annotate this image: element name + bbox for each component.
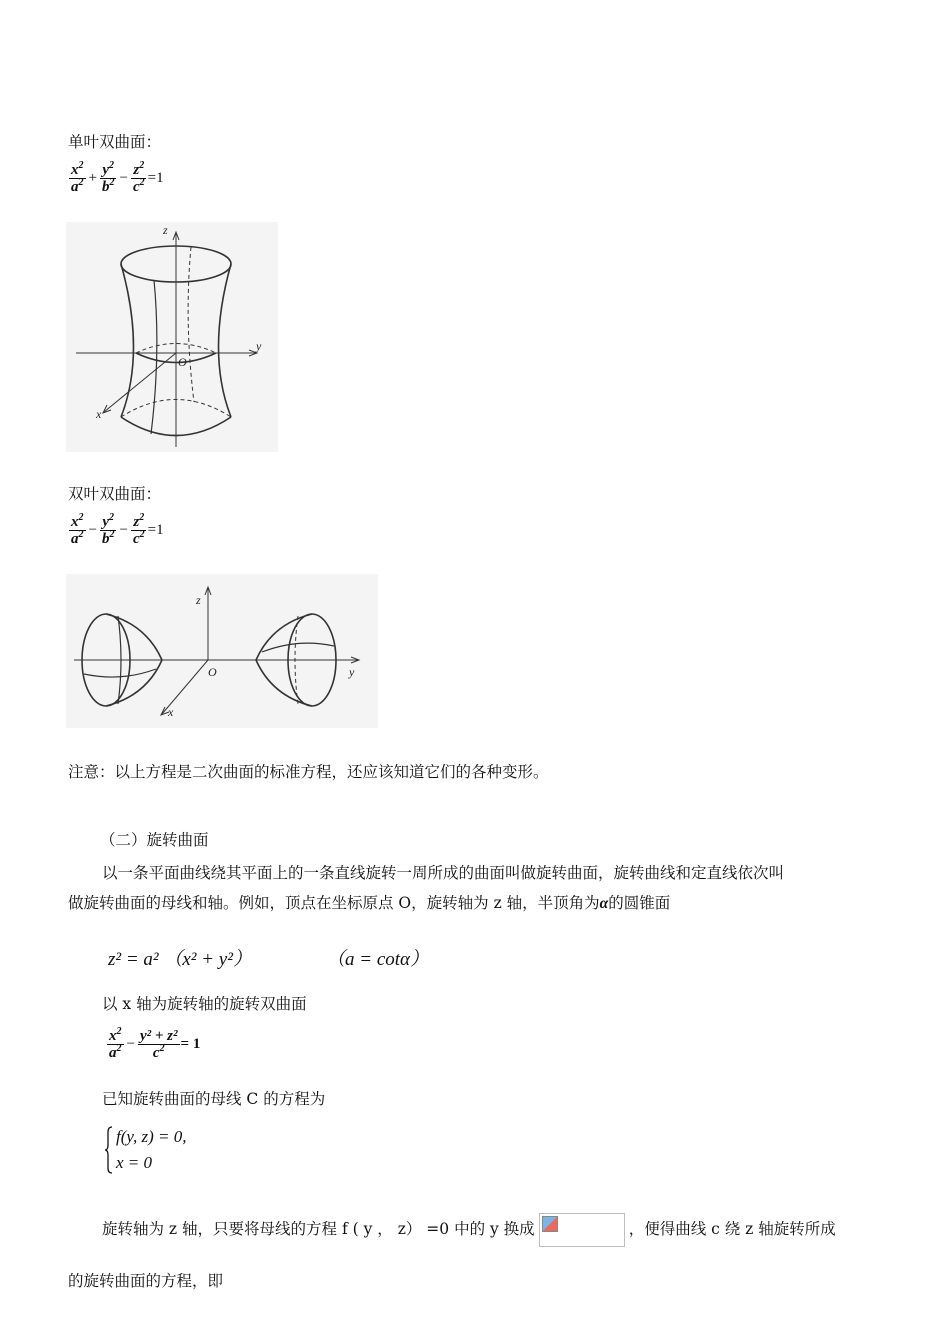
two-sheet-hyperboloid-figure: [66, 574, 378, 728]
heading-one-sheet-hyperboloid: 单叶双曲面：: [68, 133, 162, 151]
equation-cone: z² = a² （x² + y²）: [108, 949, 252, 970]
one-sheet-hyperboloid-figure: [66, 222, 278, 452]
origin-label: O: [178, 355, 187, 369]
equation-two-sheet-hyperboloid: $\frac{x^2}{a^2}$ − $\frac{y^2}{b^2}$ − $\frac{z^2}{c^2}$ =1: [71, 512, 164, 547]
paragraph-rotation-method-line2: 的旋转曲面的方程，即: [68, 1272, 224, 1290]
paragraph-rotation-definition: 以一条平面曲线绕其平面上的一条直线旋转一周所成的曲面叫做旋转曲面，旋转曲线和定直线依次叫 做旋转曲面的母线和轴。例如，顶点在坐标原点 O，旋转轴为 z 轴，半顶角为α的圆锥面: [68, 864, 785, 912]
axis-label-x: x: [96, 407, 102, 421]
caption-generatrix: 已知旋转曲面的母线 C 的方程为: [102, 1090, 326, 1108]
axis-label-x: x: [168, 705, 174, 719]
equation-rotation-hyperboloid: $\frac{x^2}{a^2}$ − $\frac{\text{y² + z²}}{c^2}$ = 1: [109, 1026, 201, 1061]
axis-label-z: z: [196, 593, 201, 607]
axis-label-y: y: [349, 665, 355, 679]
broken-image-icon: [542, 1216, 558, 1232]
equation-cone-parameter: （a = cotα）: [326, 949, 430, 970]
section-heading-rotation-surface: （二）旋转曲面: [100, 831, 209, 849]
missing-formula-image: [539, 1213, 625, 1247]
paragraph-rotation-method: 旋转轴为 z 轴，只要将母线的方程 f ( y ， z） =0 中的 y 换成 ，便得曲线 c 绕 z 轴旋转所成: [102, 1212, 836, 1247]
axis-label-z: z: [163, 223, 168, 237]
note-text: 注意：以上方程是二次曲面的标准方程，还应该知道它们的各种变形。: [68, 763, 549, 781]
axis-label-y: y: [256, 339, 262, 353]
equation-one-sheet-hyperboloid: $\frac{x^2}{a^2}$ + $\frac{y^2}{b^2}$ − $\frac{z^2}{c^2}$ =1: [71, 160, 164, 195]
left-brace-icon: [104, 1126, 114, 1174]
heading-two-sheet-hyperboloid: 双叶双曲面：: [68, 485, 162, 503]
origin-label: O: [208, 665, 217, 679]
caption-rotation-hyperboloid: 以 x 轴为旋转轴的旋转双曲面: [102, 995, 307, 1013]
